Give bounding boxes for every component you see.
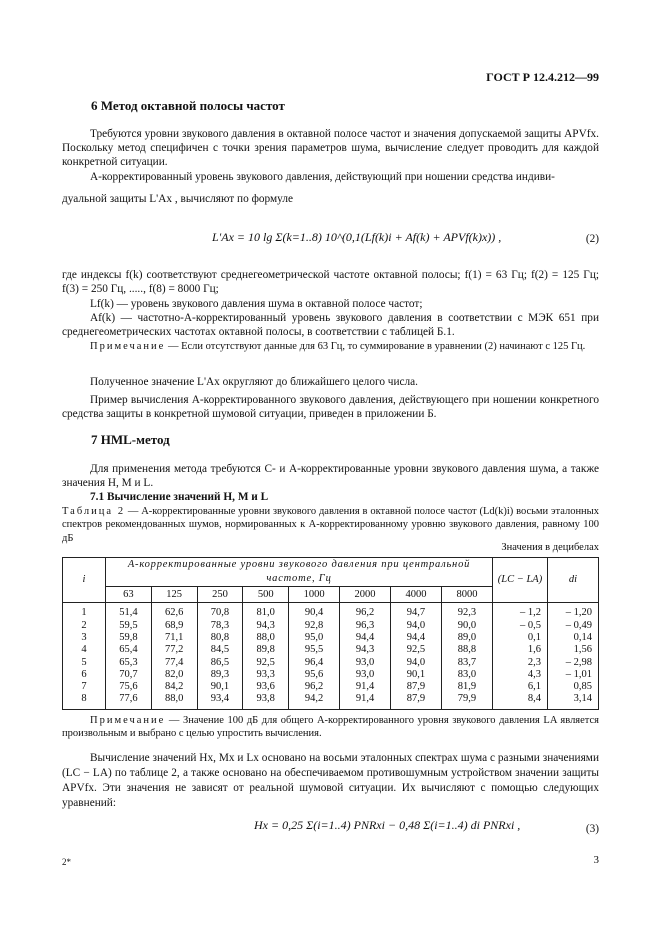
table-cell: 4 xyxy=(63,644,106,656)
table-cell: 51,4 xyxy=(106,603,152,620)
table-cell: 77,2 xyxy=(151,644,197,656)
table-cell: 89,0 xyxy=(441,632,492,644)
table-cell: 6,1 xyxy=(493,681,548,693)
table-2-caption xyxy=(62,505,599,545)
table-cell: – 2,98 xyxy=(548,657,599,669)
table-cell: 79,9 xyxy=(441,693,492,709)
section-6-paragraph-3: Полученное значение L'Ax округляют до ближайшего целого числа. xyxy=(90,376,419,388)
section-7-title: 7 HML-метод xyxy=(91,432,170,447)
table-cell: 82,0 xyxy=(151,669,197,681)
table-cell: – 0,49 xyxy=(548,620,599,632)
table-cell: 1,56 xyxy=(548,644,599,656)
table-cell: 96,3 xyxy=(340,620,391,632)
table-cell: 8,4 xyxy=(493,693,548,709)
table-cell: 93,0 xyxy=(340,657,391,669)
table-row xyxy=(63,632,599,644)
col-header-di: di xyxy=(548,558,599,603)
table-cell: 94,7 xyxy=(391,603,442,620)
table-cell: 94,4 xyxy=(391,632,442,644)
table-cell: 86,5 xyxy=(197,657,243,669)
table-cell: 83,0 xyxy=(441,669,492,681)
table-cell: 3,14 xyxy=(548,693,599,709)
table-cell: 89,3 xyxy=(197,669,243,681)
section-6-paragraph-1: Требуются уровни звукового давления в октавной полосе частот и значения допускаемой защиты APVfx. Поскольку метод специфичен с точки зрения параметров шума, вычисление следует проводить для каждой конкретной ситуации. xyxy=(62,128,599,169)
table-cell: 93,4 xyxy=(197,693,243,709)
table-cell: 91,4 xyxy=(340,693,391,709)
table-cell: 93,6 xyxy=(243,681,289,693)
table-cell: 2 xyxy=(63,620,106,632)
col-header-freq: 1000 xyxy=(289,587,340,603)
table-cell: 77,4 xyxy=(151,657,197,669)
table-cell: 92,5 xyxy=(391,644,442,656)
table-cell: 90,1 xyxy=(391,669,442,681)
table-cell: 91,4 xyxy=(340,681,391,693)
table-cell: 6 xyxy=(63,669,106,681)
table-cell: 81,9 xyxy=(441,681,492,693)
col-header-i: i xyxy=(63,558,106,603)
section-7-paragraph-1: Для применения метода требуются C- и A-корректированные уровни звукового давления шума, а также значения H, M и L. xyxy=(62,463,599,490)
table-cell: 65,3 xyxy=(106,657,152,669)
page-number: 3 xyxy=(593,854,599,866)
table-2-body xyxy=(63,603,599,709)
table-cell: 96,2 xyxy=(289,681,340,693)
where-indices: где индексы f(k) соответствуют среднегеометрической частоте октавной полосы; f(1) = 63 Гц; f(2) = 125 Гц; f(3) = 250 Гц, ....., f(8) = 8000 Гц; xyxy=(62,269,599,296)
where-L: Lf(k) — уровень звукового давления шума в октавной полосе частот; xyxy=(90,298,423,310)
table-cell: 88,8 xyxy=(441,644,492,656)
table-cell: 94,3 xyxy=(340,644,391,656)
table-cell: 96,2 xyxy=(340,603,391,620)
table-row xyxy=(63,644,599,656)
table-cell: 92,8 xyxy=(289,620,340,632)
table-cell: 94,4 xyxy=(340,632,391,644)
col-header-freq: 2000 xyxy=(340,587,391,603)
table-cell: 62,6 xyxy=(151,603,197,620)
table-cell: 90,4 xyxy=(289,603,340,620)
table-cell: 88,0 xyxy=(243,632,289,644)
table-2 xyxy=(62,557,599,710)
table-cell: 78,3 xyxy=(197,620,243,632)
col-header-freq: 500 xyxy=(243,587,289,603)
table-cell: 68,9 xyxy=(151,620,197,632)
table-cell: 95,6 xyxy=(289,669,340,681)
table-cell: 89,8 xyxy=(243,644,289,656)
table-cell: 92,5 xyxy=(243,657,289,669)
table-row xyxy=(63,657,599,669)
table-cell: 81,0 xyxy=(243,603,289,620)
table-cell: 88,0 xyxy=(151,693,197,709)
table-cell: – 1,01 xyxy=(548,669,599,681)
table-units: Значения в децибелах xyxy=(501,542,599,553)
table-cell: 83,7 xyxy=(441,657,492,669)
table-cell: 59,8 xyxy=(106,632,152,644)
table-cell: 95,0 xyxy=(289,632,340,644)
table-cell: 93,3 xyxy=(243,669,289,681)
table-cell: 87,9 xyxy=(391,681,442,693)
col-header-lc-la: (LC − LA) xyxy=(493,558,548,603)
table-cell: 8 xyxy=(63,693,106,709)
equation-number-3: (3) xyxy=(585,823,599,835)
table-cell: – 1,20 xyxy=(548,603,599,620)
table-cell: 90,1 xyxy=(197,681,243,693)
table-cell: 92,3 xyxy=(441,603,492,620)
col-header-freq: 125 xyxy=(151,587,197,603)
table-cell: 0,85 xyxy=(548,681,599,693)
table-cell: – 0,5 xyxy=(493,620,548,632)
col-header-freq: 63 xyxy=(106,587,152,603)
subsection-7-1: 7.1 Вычисление значений H, M и L xyxy=(90,491,269,503)
table-cell: 84,5 xyxy=(197,644,243,656)
table-cell: 93,0 xyxy=(340,669,391,681)
table-cell: 94,0 xyxy=(391,620,442,632)
table-cell: 7 xyxy=(63,681,106,693)
note-1-label: Примечание xyxy=(90,341,166,352)
where-A: Af(k) — частотно-A-корректированный уровень звукового давления в соответствии с МЭК 651 при среднегеометрических частотах октавной полосы, в соответствии с таблицей Б.1. xyxy=(62,312,599,339)
note-1 xyxy=(62,340,599,353)
section-6-paragraph-4: Пример вычисления A-корректированного звукового давления, действующего при ношении конкретного средства защиты в конкретной шумовой ситуации, приведен в приложении Б. xyxy=(62,394,599,421)
section-7-paragraph-2: Вычисление значений Hx, Mx и Lx основано на восьми эталонных спектрах шума с разными значениями (LC − LA) по таблице 2, а также основано на обеспечиваемом противошумным устройством значении защиты APVfx. Эти значения не зависят от реальной шумовой ситуации. Их вычисляют с помощью следующих уравнений: xyxy=(62,752,599,809)
equation-number-2: (2) xyxy=(585,233,599,245)
table-cell: 77,6 xyxy=(106,693,152,709)
table-cell: 4,3 xyxy=(493,669,548,681)
note-2-label: Примечание xyxy=(90,715,166,726)
table-cell: 84,2 xyxy=(151,681,197,693)
table-cell: 94,3 xyxy=(243,620,289,632)
table-cell: 96,4 xyxy=(289,657,340,669)
table-row xyxy=(63,603,599,620)
table-cell: 5 xyxy=(63,657,106,669)
footer-mark: 2* xyxy=(62,857,71,867)
note-2 xyxy=(62,714,599,741)
table-cell: 93,8 xyxy=(243,693,289,709)
formula-3: Hx = 0,25 Σ(i=1..4) PNRxi − 0,48 Σ(i=1..4) di PNRxi , xyxy=(254,818,521,832)
col-header-freq: 4000 xyxy=(391,587,442,603)
table-cell: 90,0 xyxy=(441,620,492,632)
table-cell: 94,2 xyxy=(289,693,340,709)
table-cell: 70,7 xyxy=(106,669,152,681)
note-1-text: — Если отсутствуют данные для 63 Гц, то суммирование в уравнении (2) начинают с 125 Гц. xyxy=(165,341,586,352)
section-6-title: 6 Метод октавной полосы частот xyxy=(91,98,285,113)
note-2-text: — Значение 100 дБ для общего A-корректированного уровня звукового давления LA является произвольным и выбрано с целью упростить вычисления. xyxy=(62,715,599,740)
table-row xyxy=(63,681,599,693)
table-cell: 75,6 xyxy=(106,681,152,693)
table-cell: 65,4 xyxy=(106,644,152,656)
table-cell: 70,8 xyxy=(197,603,243,620)
table-cell: 87,9 xyxy=(391,693,442,709)
table-2-label: Таблица 2 xyxy=(62,506,126,517)
table-cell: 80,8 xyxy=(197,632,243,644)
table-cell: 94,0 xyxy=(391,657,442,669)
table-cell: – 1,2 xyxy=(493,603,548,620)
section-6-paragraph-2b: дуальной защиты L'Ax , вычисляют по формуле xyxy=(62,193,293,205)
table-cell: 0,14 xyxy=(548,632,599,644)
formula-2: L'Ax = 10 lg Σ(k=1..8) 10^(0,1(Lf(k)i + Af(k) + APVf(k)x)) , xyxy=(212,230,502,244)
table-cell: 1 xyxy=(63,603,106,620)
table-row xyxy=(63,669,599,681)
table-cell: 1,6 xyxy=(493,644,548,656)
table-2-caption-text: — A-корректированные уровни звукового давления в октавной полосе частот (Ld(k)i) восьми эталонных спектров рекомендованных шумов, нормированных к A-корректированному уровню звукового давления, равному 100 дБ xyxy=(62,506,599,544)
table-row xyxy=(63,693,599,709)
table-cell: 71,1 xyxy=(151,632,197,644)
table-cell: 59,5 xyxy=(106,620,152,632)
table-row xyxy=(63,620,599,632)
table-cell: 95,5 xyxy=(289,644,340,656)
col-header-freq: 8000 xyxy=(441,587,492,603)
table-cell: 0,1 xyxy=(493,632,548,644)
table-cell: 3 xyxy=(63,632,106,644)
col-header-freq: 250 xyxy=(197,587,243,603)
doc-header-id: ГОСТ Р 12.4.212—99 xyxy=(486,70,599,84)
col-header-frequency-group: A-корректированные уровни звукового давления при центральной частоте, Гц xyxy=(106,558,493,587)
section-6-paragraph-2a: A-корректированный уровень звукового давления, действующий при ношении средства индиви- xyxy=(90,171,555,183)
table-cell: 2,3 xyxy=(493,657,548,669)
